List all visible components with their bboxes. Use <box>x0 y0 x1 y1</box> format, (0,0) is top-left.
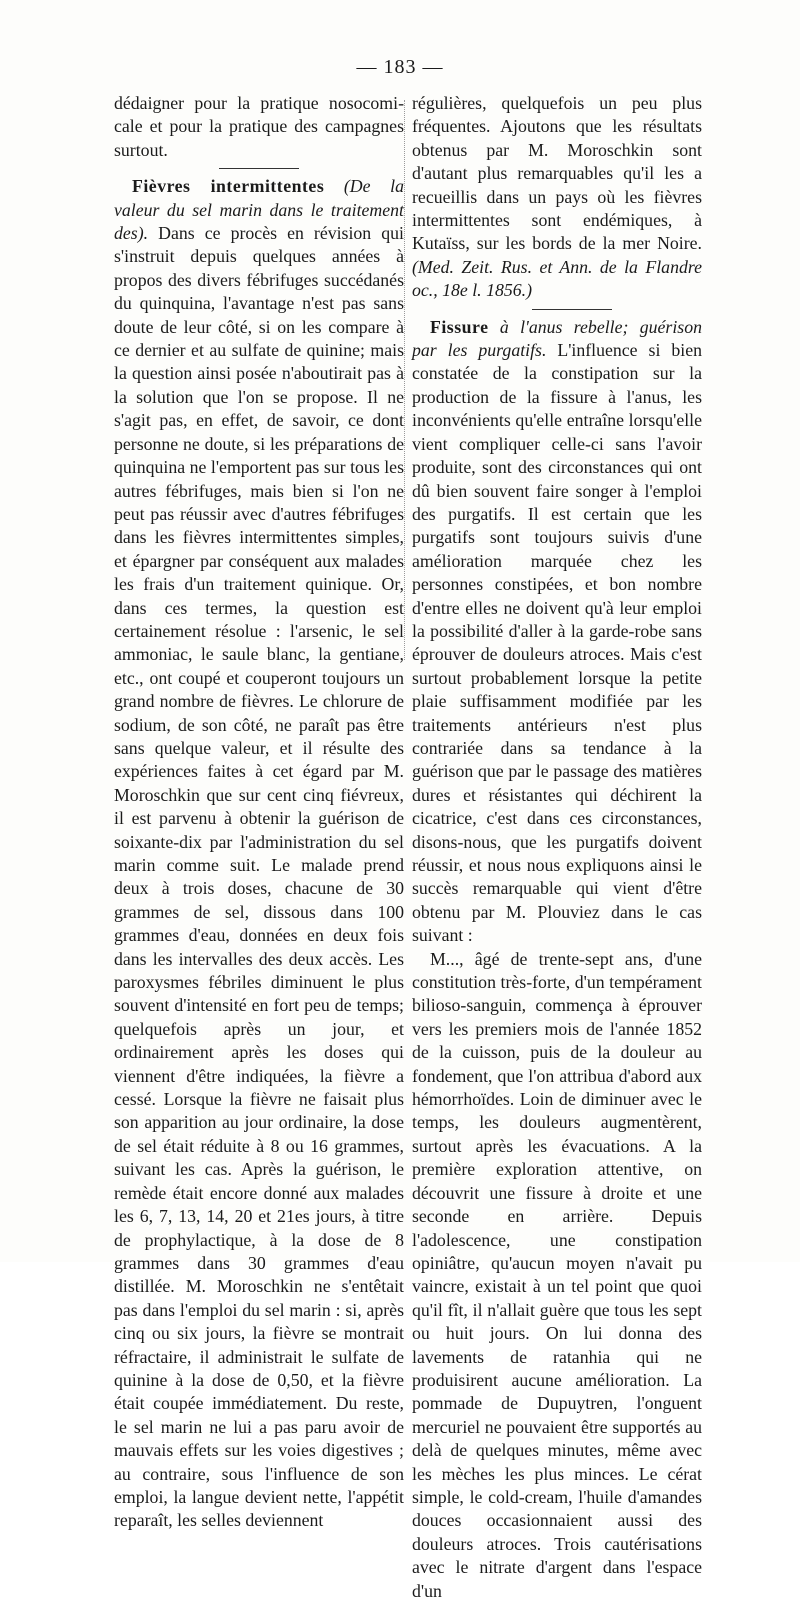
section-heading: Fièvres intermittentes <box>132 176 325 197</box>
section-heading: Fissure <box>430 316 489 337</box>
section-paragraph <box>114 175 404 1533</box>
left-column <box>114 92 404 1533</box>
right-column <box>412 92 702 1603</box>
column-gutter <box>404 100 409 660</box>
paragraph <box>412 92 702 303</box>
section-paragraph <box>412 316 702 948</box>
section-subtitle: (De la valeur du sel marin dans le traitement des). <box>114 176 405 244</box>
paragraph: dédaigner pour la pratique nosocomi-cale et pour la pratique des campagnes surtout. <box>114 93 404 160</box>
section-subtitle: à l'anus rebelle; guérison par les purgatifs. <box>412 316 702 361</box>
section-divider <box>219 168 299 169</box>
paragraph-body: régulières, quelquefois un peu plus fréquentes. Ajoutons que les résultats obtenus par M. Moroschkin sont d'autant plus remarquables qu'il les a recueillis dans un pays où les fièvres intermittentes sont endémiques, à Kutaïss, sur les bords de la mer Noire. <box>412 93 702 254</box>
page-number: — 183 — <box>356 56 444 78</box>
paragraph-body: L'influence si bien constatée de la constipation sur la production de la fissure à l'anus, les inconvénients qu'elle entraîne lorsqu'elle vient compliquer celle-ci sans l'avoir produite, sont des circonstances qui ont dû bien souvent faire songer à l'emploi des purgatifs. Il est certain que les purgatifs sont toujours suivis d'une amélioration marquée chez les personnes constipées, et bon nombre d'entre elles ne doivent qu'à leur emploi la possibilité d'aller à la garde-robe sans éprouver de douleurs atroces. Mais c'est surtout probablement lorsque la petite plaie suffisamment modifiée par les traitements antérieurs n'est plus contrariée dans sa tendance à la guérison que par le passage des matières dures et résistantes qui déchirent la cicatrice, c'est dans ces circonstances, disons-nous, que les purgatifs doivent réussir, et nous nous expliquons ainsi le succès remarquable qui vient d'être obtenu par M. Plouviez dans le cas suivant : <box>412 340 702 946</box>
section-divider <box>532 309 612 310</box>
paragraph-body: Dans ce procès en révision qui s'instruit depuis quelques années à propos des divers fébrifuges succédanés du quinquina, l'avantage n'est pas sans doute de leur côté, si on les compare à ce dernier et au sulfate de quinine; mais la question ainsi posée n'aboutirait pas à la solution que l'on se propose. Il ne s'agit pas, en effet, de savoir, ce dont personne ne doute, si les préparations de quinquina ne l'emportent pas sur tous les autres fébrifuges, mais bien si l'on ne peut pas réussir avec d'autres fébrifuges dans les fièvres intermittentes simples, et épargner par conséquent aux malades les frais d'un traitement quinique. Or, dans ces termes, la question est certainement résolue : l'arsenic, le sel ammoniac, le saule blanc, la gentiane, etc., ont coupé et couperont toujours un grand nombre de fièvres. Le chlorure de sodium, de son côté, ne paraît pas être sans quelque valeur, et il résulte des expériences faites à cet égard par M. Moroschkin que sur cent cinq fiévreux, il est parvenu à obtenir la guérison de soixante-dix par l'administration du sel marin comme suit. Le malade prend deux à trois doses, chacune de 30 grammes de sel, dissous dans 100 grammes d'eau, données en deux fois dans les intervalles des deux accès. Les paroxysmes fébriles diminuent le plus souvent d'intensité en fort peu de temps; quelquefois après un jour, et ordinairement après les doses qui viennent d'être indiquées, la fièvre a cessé. Lorsque la fièvre ne faisait plus son apparition au jour ordinaire, la dose de sel était réduite à 8 ou 16 grammes, suivant les cas. Après la guérison, le remède était encore donné aux malades les 6, 7, 13, 14, 20 et 21es jours, à titre de prophylactique, à la dose de 8 grammes dans 30 grammes d'eau distillée. M. Moroschkin ne s'entêtait pas dans l'emploi du sel marin : si, après cinq ou six jours, la fièvre se montrait réfractaire, il administrait le sulfate de quinine à la dose de 0,50, et la fièvre était coupée immédiatement. Du reste, le sel marin ne lui a pas paru avoir de mauvais effets sur les voies digestives ; au contraire, sous l'influence de son emploi, la langue devient nette, l'appétit reparaît, les selles deviennent <box>114 223 404 1531</box>
source-citation: (Med. Zeit. Rus. et Ann. de la Flandre oc., 18e l. 1856.) <box>412 256 702 301</box>
paragraph: M..., âgé de trente-sept ans, d'une constitution très-forte, d'un tempérament bilioso-sanguin, commença à éprouver vers les premiers mois de l'année 1852 de la cuisson, puis de la douleur au fondement, que l'on attribua d'abord aux hémorrhoïdes. Loin de diminuer avec le temps, les douleurs augmentèrent, surtout après les évacuations. A la première exploration attentive, on découvrit une fissure à droite et une seconde en arrière. Depuis l'adolescence, une constipation opiniâtre, qu'aucun moyen n'avait pu vaincre, existait à un tel point que quoi qu'il fît, il n'allait guère que tous les sept ou huit jours. On lui donna des lavements de ratanhia qui ne produisirent aucune amélioration. La pommade de Dupuytren, l'onguent mercuriel ne pouvaient être supportés au delà de quelques minutes, même avec les mèches les plus minces. Le cérat simple, le cold-cream, l'huile d'amandes douces occasionnaient aussi des douleurs atroces. Trois cautérisations avec le nitrate d'argent dans l'espace d'un <box>412 948 702 1601</box>
